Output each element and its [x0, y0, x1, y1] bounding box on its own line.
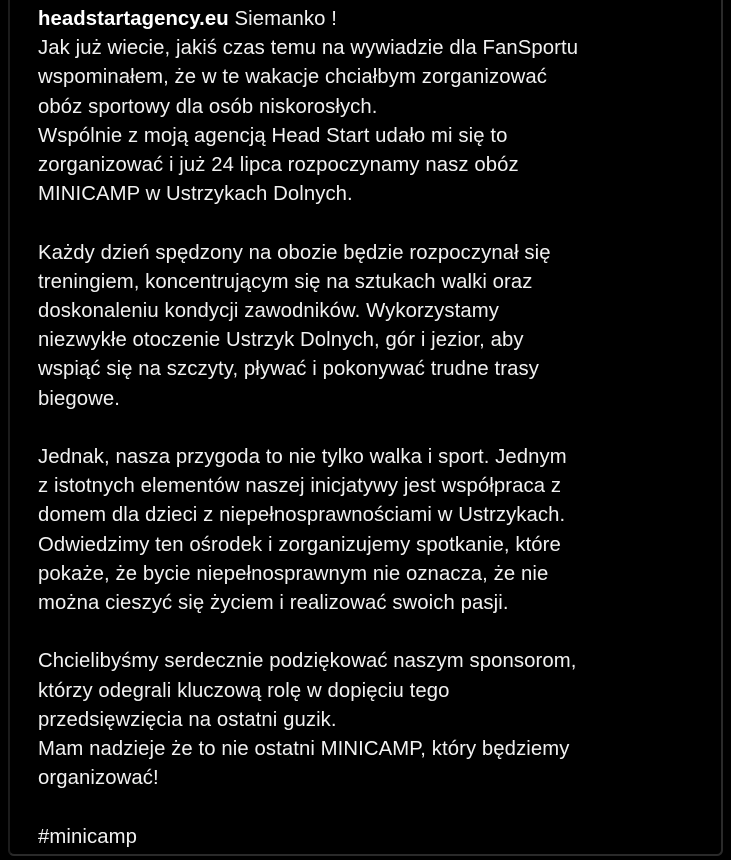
caption-line: którzy odegrali kluczową rolę w dopięciu tego [38, 679, 450, 702]
caption-line: MINICAMP w Ustrzykach Dolnych. [38, 183, 353, 206]
caption-line: obóz sportowy dla osób niskorosłych. [38, 95, 378, 118]
caption-line: z istotnych elementów naszej inicjatywy jest współpraca z [38, 475, 562, 498]
caption-line: można cieszyć się życiem i realizować swoich pasji. [38, 592, 509, 615]
caption-line: treningiem, koncentrującym się na sztukach walki oraz [38, 270, 533, 293]
username-link[interactable]: headstartagency.eu [38, 8, 229, 30]
caption-paragraph-1 [38, 5, 708, 209]
caption-greeting: Siemanko ! [234, 8, 338, 30]
caption-line: Jak już wiecie, jakiś czas temu na wywiadzie dla FanSportu [38, 37, 579, 60]
caption-header-line [38, 5, 708, 34]
caption-paragraph-hashtags [38, 823, 708, 852]
post-caption [38, 5, 708, 852]
caption-line: Wspólnie z moją agencją Head Start udało mi się to [38, 124, 508, 147]
caption-line: domem dla dzieci z niepełnosprawnościami w Ustrzykach. [38, 504, 566, 527]
caption-line: wspiąć się na szczyty, pływać i pokonywać trudne trasy [38, 358, 539, 381]
caption-line: doskonaleniu kondycji zawodników. Wykorzystamy [38, 300, 499, 323]
caption-line: Jednak, nasza przygoda to nie tylko walka i sport. Jednym [38, 446, 567, 469]
caption-line: Odwiedzimy ten ośrodek i zorganizujemy spotkanie, które [38, 533, 561, 556]
caption-paragraph-2 [38, 239, 708, 414]
caption-paragraph-4 [38, 647, 708, 793]
caption-line: zorganizować i już 24 lipca rozpoczynamy nasz obóz [38, 154, 519, 177]
hashtag-link[interactable]: #minicamp [38, 825, 137, 848]
caption-line: Każdy dzień spędzony na obozie będzie rozpoczynał się [38, 241, 551, 264]
caption-line: niezwykłe otoczenie Ustrzyk Dolnych, gór i jezior, aby [38, 329, 524, 352]
caption-paragraph-3 [38, 443, 708, 618]
caption-line: przedsięwzięcia na ostatni guzik. [38, 708, 337, 731]
caption-line: Chcielibyśmy serdecznie podziękować naszym sponsorom, [38, 650, 577, 673]
caption-line: Mam nadzieje że to nie ostatni MINICAMP, który będziemy [38, 738, 570, 761]
caption-line: organizować! [38, 767, 159, 790]
caption-line: biegowe. [38, 387, 120, 410]
caption-line: pokaże, że bycie niepełnosprawnym nie oznacza, że nie [38, 562, 549, 585]
caption-line: wspominałem, że w te wakacje chciałbym zorganizować [38, 66, 547, 89]
